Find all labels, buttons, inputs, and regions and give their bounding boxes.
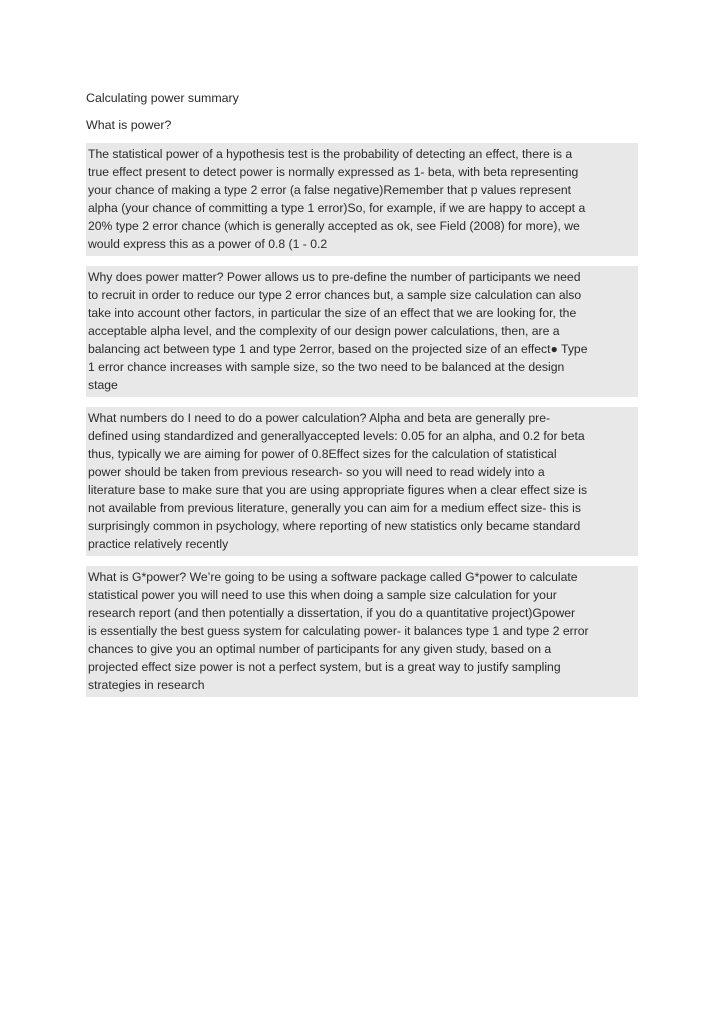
paragraph-gpower: What is G*power? We’re going to be using a software package called G*power to calculate statistical power you will need to use this when doing a sample size calculation for your research report (and then potentially a dissertation, if you do a quantitative project)Gpower is essentially the best guess system for calculating power- it balances type 1 and type 2 error chances to give you an optimal number of participants for any given study, based on a projected effect size power is not a perfect system, but is a great way to justify sampling strategies in research xyxy=(86,566,638,697)
document-body xyxy=(86,89,638,707)
paragraph-numbers-needed: What numbers do I need to do a power calculation? Alpha and beta are generally pre- defined using standardized and generallyaccepted levels: 0.05 for an alpha, and 0.2 for beta thus, typically we are aiming for power of 0.8Effect sizes for the calculation of statistical power should be taken from previous research- so you will need to read widely into a literature base to make sure that you are using appropriate figures when a clear effect size is not available from previous literature, generally you can aim for a medium effect size- this is surprisingly common in psychology, where reporting of new statistics only became standard practice relatively recently xyxy=(86,407,638,556)
document-title: Calculating power summary xyxy=(86,91,239,105)
section-heading: What is power? xyxy=(86,118,172,132)
paragraph-why-power-matters: Why does power matter? Power allows us to pre-define the number of participants we need to recruit in order to reduce our type 2 error chances but, a sample size calculation can also take into account other factors, in particular the size of an effect that we are looking for, the acceptable alpha level, and the complexity of our design power calculations, then, are a balancing act between type 1 and type 2error, based on the projected size of an effect● Type 1 error chance increases with sample size, so the two need to be balanced at the design stage xyxy=(86,266,638,397)
paragraph-definition: The statistical power of a hypothesis test is the probability of detecting an effect, there is a true effect present to detect power is normally expressed as 1- beta, with beta representing your chance of making a type 2 error (a false negative)Remember that p values represent alpha (your chance of committing a type 1 error)So, for example, if we are happy to accept a 20% type 2 error chance (which is generally accepted as ok, see Field (2008) for more), we would express this as a power of 0.8 (1 - 0.2 xyxy=(86,143,638,256)
